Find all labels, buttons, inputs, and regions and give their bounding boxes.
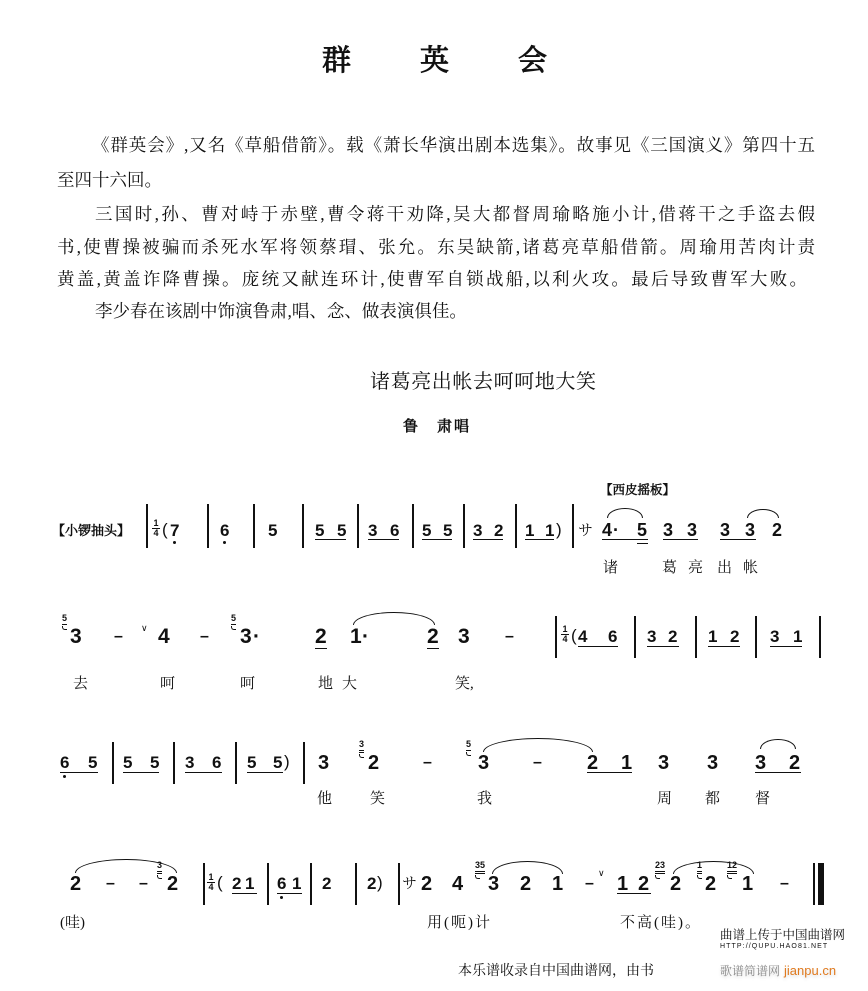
free-meter-symbol: サ xyxy=(402,875,418,892)
note: 5 xyxy=(637,520,648,540)
beam-underline xyxy=(60,772,98,773)
note: 5 xyxy=(443,521,453,540)
barline xyxy=(572,504,574,548)
note: 3 xyxy=(687,520,698,540)
note: 2 xyxy=(670,873,682,895)
site-name: 歌谱简谱网 xyxy=(720,964,781,978)
grace-hook xyxy=(475,875,480,879)
barline xyxy=(203,863,205,905)
dash: – xyxy=(200,628,209,645)
note: 2 xyxy=(427,625,439,648)
lyric: 用(呃)计 xyxy=(427,915,492,931)
barline xyxy=(634,616,636,658)
barline xyxy=(310,863,312,905)
note: 3 xyxy=(770,627,780,646)
note: 1 xyxy=(350,625,362,648)
grace-underline xyxy=(727,871,737,874)
grace-note xyxy=(475,861,485,879)
beam-underline xyxy=(770,646,802,647)
beam-underline xyxy=(647,646,679,647)
beam-underline-double xyxy=(637,543,648,544)
note: 3 xyxy=(488,873,500,895)
note: 2 xyxy=(315,625,327,648)
time-signature-denominator: 4 xyxy=(208,882,214,892)
grace-underline xyxy=(466,750,471,751)
free-meter-symbol: サ xyxy=(578,522,594,539)
barline xyxy=(555,616,557,658)
grace-hook xyxy=(655,875,660,879)
note: 4 xyxy=(578,627,588,646)
note: 7 xyxy=(170,521,180,540)
barline xyxy=(267,863,269,905)
grace-underline xyxy=(359,750,364,753)
grace-note xyxy=(62,614,67,630)
note: 1 xyxy=(793,627,803,646)
note: 1 xyxy=(742,873,754,895)
beam-underline xyxy=(315,648,327,649)
beam-underline xyxy=(720,539,756,540)
barline xyxy=(412,504,414,548)
beam-underline xyxy=(755,772,801,773)
time-signature-denominator: 4 xyxy=(562,634,568,644)
grace-note-digit: 3 xyxy=(157,860,163,870)
note: 2 xyxy=(668,627,678,646)
grace-underline xyxy=(655,871,665,874)
slur xyxy=(747,509,779,518)
beam-underline xyxy=(602,539,648,540)
intro-line: 书,使曹操被骗而杀死水军将领蔡瑁、张允。东吴缺箭,诸葛亮草船借箭。周瑜用苦肉计责 xyxy=(57,237,815,257)
note: 1 xyxy=(525,521,535,540)
note: 2 xyxy=(772,520,783,540)
grace-note xyxy=(359,740,364,758)
close-paren: ) xyxy=(284,752,290,771)
open-paren: ( xyxy=(162,520,168,539)
grace-note-digit: 35 xyxy=(475,860,486,870)
note: 5 xyxy=(268,521,278,540)
title-char: 会 xyxy=(518,45,548,77)
lyric: 出 xyxy=(717,560,733,576)
note: 5 xyxy=(150,753,160,772)
note: 2 xyxy=(730,627,740,646)
note: 1 xyxy=(552,873,564,895)
dash: – xyxy=(780,875,789,892)
final-barline-thin xyxy=(813,863,815,905)
time-signature xyxy=(207,873,215,892)
note: 5 xyxy=(88,753,98,772)
barline xyxy=(357,504,359,548)
barline xyxy=(235,742,237,784)
low-octave-dot xyxy=(173,541,176,544)
lyric: 亮 xyxy=(688,560,704,576)
barline xyxy=(146,504,148,548)
note: 2 xyxy=(494,521,504,540)
note: 3 xyxy=(755,752,767,774)
grace-note-digit: 3 xyxy=(359,739,365,749)
slur xyxy=(607,508,643,518)
note: 1 xyxy=(245,874,255,893)
lyric: (哇) xyxy=(60,915,85,931)
upload-watermark: 曲谱上传于中国曲谱网 xyxy=(720,928,846,942)
note: 2 xyxy=(70,873,82,895)
barline xyxy=(515,504,517,548)
url-watermark: HTTP://QUPU.HAO81.NET xyxy=(720,943,829,950)
dash: – xyxy=(114,628,123,645)
singer-credit: 鲁 肃唱 xyxy=(403,418,472,435)
note: 3 xyxy=(745,520,756,540)
beam-underline xyxy=(473,539,503,540)
note: 5 xyxy=(315,521,325,540)
grace-hook xyxy=(466,752,471,756)
lyric: 地 xyxy=(318,676,334,692)
dash: – xyxy=(106,875,115,892)
lyric: 都 xyxy=(705,791,721,807)
slur xyxy=(760,739,796,749)
title-char: 英 xyxy=(420,45,450,77)
beam-underline xyxy=(368,539,399,540)
dash: – xyxy=(423,754,432,771)
note: 6 xyxy=(212,753,222,772)
note: 5 xyxy=(273,753,283,772)
beam-underline xyxy=(427,648,439,649)
barline xyxy=(695,616,697,658)
note: 5 xyxy=(337,521,347,540)
note: 3 xyxy=(707,752,719,774)
beam-underline xyxy=(123,772,159,773)
time-signature-denominator: 4 xyxy=(153,528,159,538)
note: 2 xyxy=(367,874,377,893)
footer-note: 本乐谱收录自中国曲谱网，由书 xyxy=(458,962,654,978)
grace-hook xyxy=(62,626,67,630)
grace-hook xyxy=(697,875,702,879)
note: 5 xyxy=(422,521,432,540)
note: 3 xyxy=(473,521,483,540)
lyric: 笑 xyxy=(370,791,386,807)
grace-underline xyxy=(157,871,162,874)
grace-hook xyxy=(157,875,162,879)
grace-note-digit: 1 xyxy=(697,860,703,870)
beam-underline xyxy=(663,539,698,540)
beam-underline xyxy=(708,646,740,647)
grace-note xyxy=(231,614,236,630)
note: 5 xyxy=(247,753,257,772)
open-paren: ( xyxy=(217,873,223,892)
dash: – xyxy=(505,628,514,645)
lyric: 他 xyxy=(317,791,333,807)
note: 6 xyxy=(277,874,287,893)
lyric: 诸 xyxy=(603,560,619,576)
grace-hook xyxy=(727,875,732,879)
note: 2 xyxy=(167,873,179,895)
lyric: 督 xyxy=(755,791,771,807)
dash: – xyxy=(533,754,542,771)
grace-note xyxy=(157,861,162,879)
note: 6 xyxy=(60,753,70,772)
intro-line: 黄盖,黄盖诈降曹操。庞统又献连环计,使曹军自锁战船,以利火攻。最后导致曹军大败。 xyxy=(57,269,807,289)
final-barline-thick xyxy=(818,863,824,905)
grace-underline xyxy=(697,871,702,874)
grace-underline xyxy=(475,871,485,874)
note: 3 xyxy=(185,753,195,772)
beam-underline xyxy=(185,772,222,773)
grace-note xyxy=(697,861,702,879)
lyric: 葛 xyxy=(662,560,678,576)
intro-line: 李少春在该剧中饰演鲁肃,唱、念、做表演俱佳。 xyxy=(95,301,467,321)
beam-underline xyxy=(587,772,632,773)
grace-hook xyxy=(359,754,364,758)
intro-line: 《群英会》,又名《草船借箭》。载《萧长华演出剧本选集》。故事见《三国演义》第四十五 xyxy=(92,135,815,155)
lyric: 帐 xyxy=(743,560,759,576)
note: 3 xyxy=(647,627,657,646)
barline xyxy=(355,863,357,905)
lyric: 呵 xyxy=(240,676,256,692)
prelude-label: 【小锣抽头】 xyxy=(52,523,131,538)
grace-note-digit: 5 xyxy=(466,739,472,749)
open-paren: ( xyxy=(571,626,577,645)
grace-underline xyxy=(62,624,67,625)
beam-underline xyxy=(617,893,651,894)
site-domain: jianpu.cn xyxy=(784,963,837,978)
grace-note xyxy=(727,861,737,879)
note: 4 xyxy=(158,625,170,648)
grace-note-digit: 5 xyxy=(231,613,237,623)
time-signature-numerator: 1 xyxy=(562,624,568,634)
lyric: 周 xyxy=(657,791,673,807)
barline xyxy=(207,504,209,548)
close-paren: ) xyxy=(556,520,562,539)
lyric: 大 xyxy=(342,676,358,692)
barline xyxy=(303,742,305,784)
barline xyxy=(398,863,400,905)
note: 6 xyxy=(390,521,400,540)
barline xyxy=(112,742,114,784)
note: 2 xyxy=(638,873,650,895)
note: 2 xyxy=(232,874,242,893)
note: 1 xyxy=(617,873,629,895)
lyric: 不高(哇)。 xyxy=(620,915,702,931)
time-signature-numerator: 1 xyxy=(153,518,159,528)
note: 2 xyxy=(322,874,332,893)
note: 1 xyxy=(292,874,302,893)
beam-underline xyxy=(277,893,302,894)
intro-line: 至四十六回。 xyxy=(57,170,162,190)
grace-note-digit: 12 xyxy=(727,860,738,870)
grace-note xyxy=(655,861,665,879)
breath-mark: ∨ xyxy=(598,868,605,878)
note: 4 xyxy=(452,873,464,895)
note: 6 xyxy=(220,521,230,540)
note: 3 xyxy=(318,752,330,774)
dash: – xyxy=(585,875,594,892)
note: 6 xyxy=(608,627,618,646)
low-octave-dot xyxy=(280,896,283,899)
note: 4 xyxy=(602,520,613,540)
augmentation-dot: · xyxy=(362,625,369,648)
grace-hook xyxy=(231,626,236,630)
note: 2 xyxy=(421,873,433,895)
augmentation-dot: · xyxy=(253,625,260,648)
beam-underline xyxy=(315,539,346,540)
beam-underline xyxy=(247,772,283,773)
beam-underline xyxy=(232,893,257,894)
beam-underline xyxy=(525,539,554,540)
slur xyxy=(353,612,435,625)
section-label: 【西皮摇板】 xyxy=(600,483,676,497)
low-octave-dot xyxy=(63,775,66,778)
time-signature xyxy=(561,625,569,644)
note: 1 xyxy=(621,752,633,774)
time-signature-numerator: 1 xyxy=(208,872,214,882)
barline xyxy=(755,616,757,658)
lyric: 我 xyxy=(477,791,493,807)
grace-underline xyxy=(231,624,236,625)
note: 3 xyxy=(70,625,82,648)
note: 2 xyxy=(705,873,717,895)
song-title: 诸葛亮出帐去呵呵地大笑 xyxy=(370,371,596,393)
augmentation-dot: · xyxy=(613,520,619,540)
barline xyxy=(302,504,304,548)
dash: – xyxy=(139,875,148,892)
barline xyxy=(463,504,465,548)
site-watermark xyxy=(720,964,836,978)
note: 3 xyxy=(720,520,731,540)
note: 3 xyxy=(478,752,490,774)
lyric: 去 xyxy=(73,676,89,692)
note: 2 xyxy=(789,752,801,774)
note: 5 xyxy=(123,753,133,772)
grace-note-digit: 23 xyxy=(655,860,666,870)
grace-note-digit: 5 xyxy=(62,613,68,623)
beam-underline xyxy=(578,646,618,647)
intro-line: 三国时,孙、曹对峙于赤壁,曹令蒋干劝降,吴大都督周瑜略施小计,借蒋干之手盗去假 xyxy=(95,204,815,224)
low-octave-dot xyxy=(223,541,226,544)
note: 1 xyxy=(708,627,718,646)
barline xyxy=(253,504,255,548)
note: 3 xyxy=(663,520,674,540)
note: 2 xyxy=(587,752,599,774)
note: 3 xyxy=(458,625,470,648)
grace-note xyxy=(466,740,471,756)
slur xyxy=(483,738,593,752)
time-signature xyxy=(152,519,160,538)
lyric: 笑, xyxy=(455,676,474,692)
note: 3 xyxy=(240,625,252,648)
note: 2 xyxy=(520,873,532,895)
close-paren: ) xyxy=(377,873,383,892)
breath-mark: ∨ xyxy=(141,623,148,633)
barline xyxy=(173,742,175,784)
beam-underline xyxy=(422,539,452,540)
barline xyxy=(819,616,821,658)
title-char: 群 xyxy=(322,45,352,77)
note: 2 xyxy=(368,752,380,774)
note: 1 xyxy=(545,521,555,540)
lyric: 呵 xyxy=(160,676,176,692)
note: 3 xyxy=(368,521,378,540)
note: 3 xyxy=(658,752,670,774)
